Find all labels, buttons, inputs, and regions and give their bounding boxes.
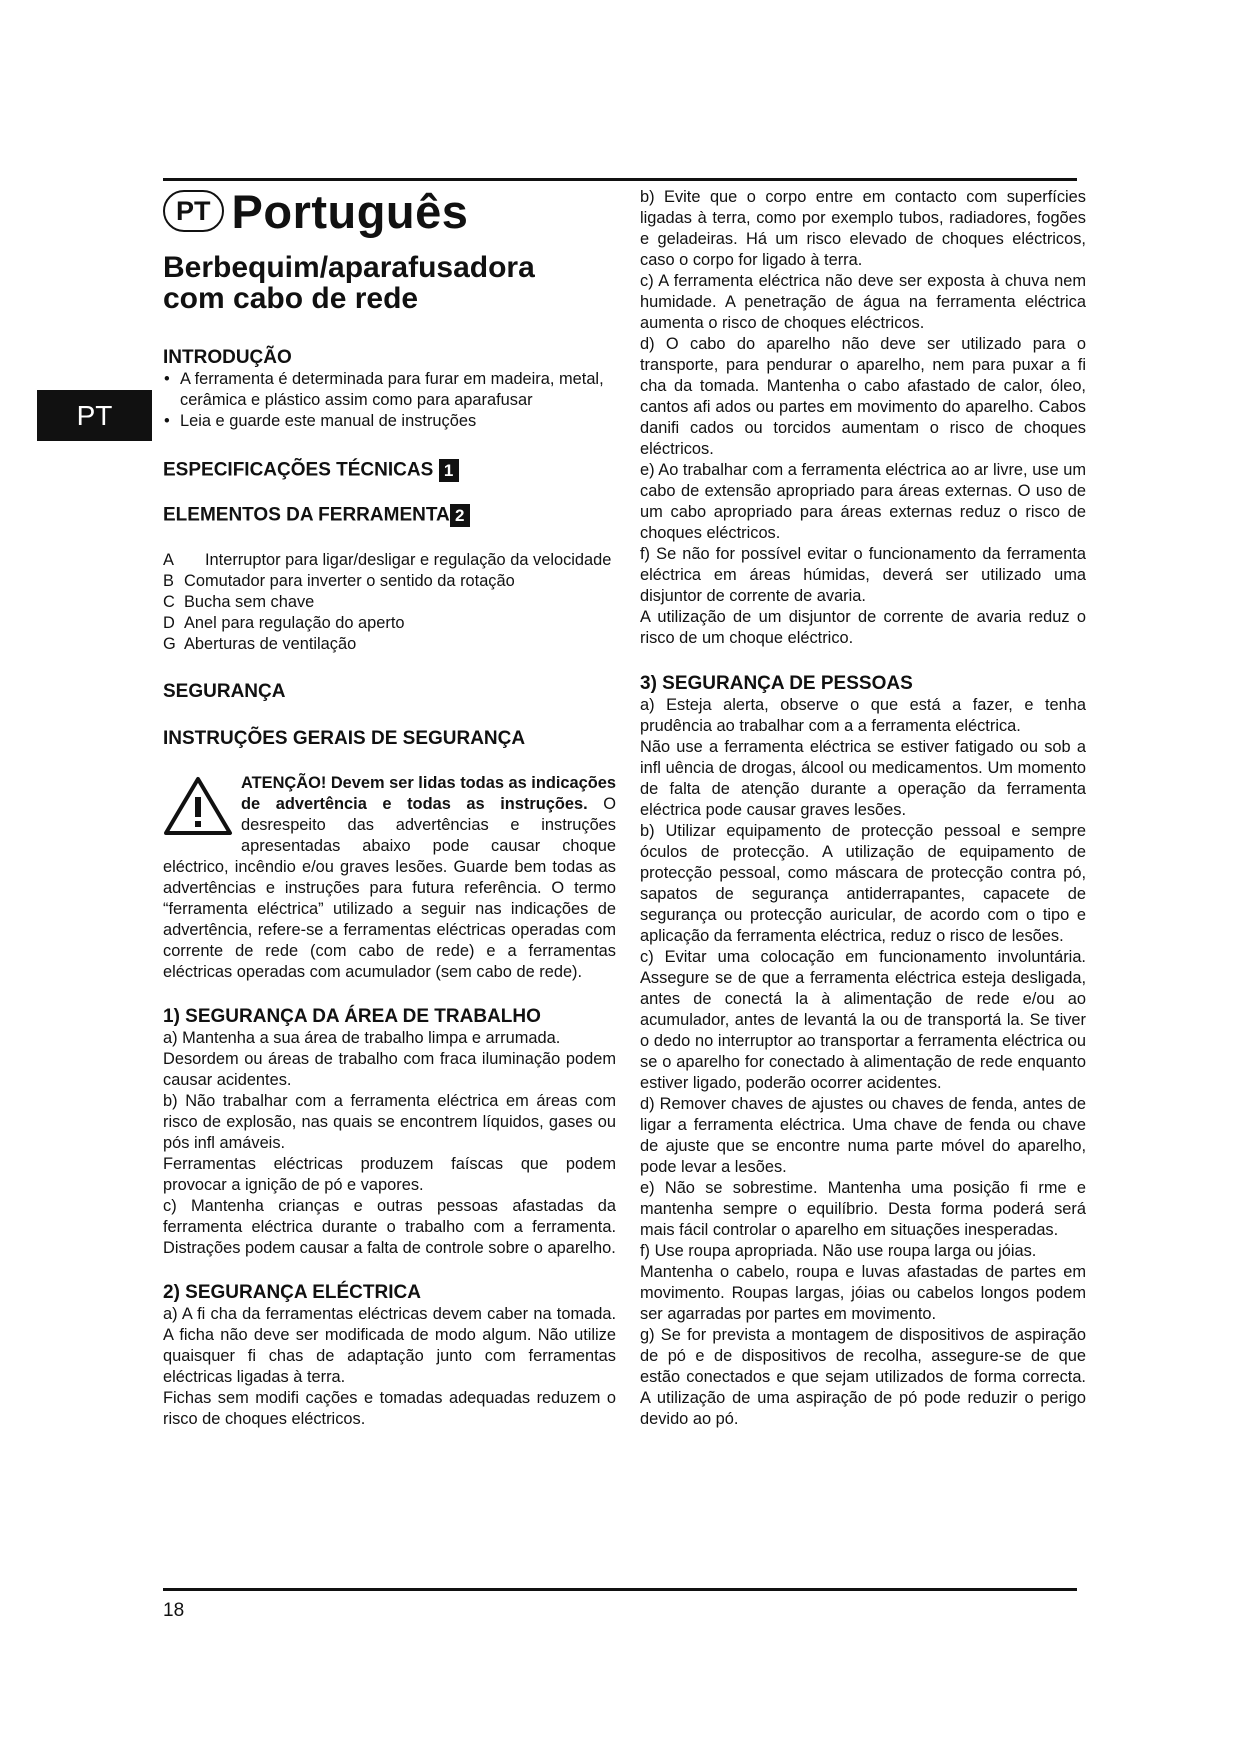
- paragraph: f) Se não for possível evitar o funcionamento da ferramenta eléctrica em áreas húmidas, deverá ser utilizado uma disjuntor de corrente de avaria.: [640, 545, 1086, 605]
- paragraph: g) Se for prevista a montagem de dispositivos de aspiração de pó e de dispositivos de recolha, assegure-se de que estão conectados e que sejam utilizados de forma correcta. A utilização de uma aspiração de pó pode reduzir o perigo devido ao pó.: [640, 1326, 1086, 1428]
- paragraph: b) Utilizar equipamento de protecção pessoal e sempre óculos de protecção. A utilização de equipamento de protecção pessoal, como máscara de protecção contra pó, sapatos de segurança antiderrapantes, capacete de segurança ou protecção auricular, de acordo com o tipo e aplicação da ferramenta eléctrica, reduz o risco de lesões.: [640, 822, 1086, 945]
- paragraph: d) O cabo do aparelho não deve ser utilizado para o transporte, para pendurar o aparelho, nem para puxar a fi cha da tomada. Mantenha o cabo afastado de calor, óleo, cantos afi ados ou partes em movimento do aparelho. Cabos danifi cados ou torcidos aumentam o risco de choques eléctricos.: [640, 335, 1086, 458]
- right-column: [640, 187, 1086, 1430]
- figure-number-badge: 1: [439, 459, 459, 482]
- language-side-tab: PT: [37, 390, 152, 441]
- safety-heading: SEGURANÇA: [163, 681, 286, 702]
- general-safety-heading: INSTRUÇÕES GERAIS DE SEGURANÇA: [163, 728, 526, 749]
- product-title-line-1: Berbequim/aparafusadora: [163, 251, 535, 284]
- section-3-body: [640, 695, 1086, 1430]
- section-2-heading: 2) SEGURANÇA ELÉCTRICA: [163, 1282, 421, 1303]
- list-item: [163, 613, 616, 634]
- item-key: C: [163, 593, 175, 611]
- paragraph: c) Mantenha crianças e outras pessoas afastadas da ferramenta eléctrica durante o trabalho com a ferramenta. Distrações podem causar a falta de controle sobre o aparelho.: [163, 1197, 616, 1257]
- figure-number-badge: 2: [450, 504, 470, 527]
- paragraph: c) A ferramenta eléctrica não deve ser exposta à chuva nem humidade. A penetração de água na ferramenta eléctrica aumenta o risco de choques eléctricos.: [640, 272, 1086, 332]
- item-key: G: [163, 635, 176, 653]
- page-number: 18: [163, 1600, 185, 1621]
- list-item: [163, 634, 616, 655]
- item-text: Anel para regulação do aperto: [184, 614, 405, 632]
- paragraph: c) Evitar uma colocação em funcionamento involuntária. Assegure se de que a ferramenta eléctrica esteja desligada, antes de conectá la à alimentação de rede e/ou ao acumulador, antes de levantá la ou de transportá la. Se tiver o dedo no interruptor ao transportar a ferramenta eléctrica ou se o aparelho for conectado à alimentação de rede enquanto estiver ligado, poderão ocorrer acidentes.: [640, 948, 1086, 1092]
- paragraph: a) Mantenha a sua área de trabalho limpa e arrumada.: [163, 1029, 561, 1047]
- elements-list: [163, 550, 616, 655]
- intro-bullet: • Leia e guarde este manual de instruções: [163, 411, 616, 432]
- specs-heading-text: ESPECIFICAÇÕES TÉCNICAS: [163, 459, 434, 481]
- item-text: Aberturas de ventilação: [184, 635, 357, 653]
- paragraph: e) Ao trabalhar com a ferramenta eléctrica ao ar livre, use um cabo de extensão apropriado para áreas externas. O uso de um cabo apropriado para áreas externas reduz o risco de choques eléctricos.: [640, 461, 1086, 542]
- paragraph: Mantenha o cabelo, roupa e luvas afastadas de partes em movimento. Roupas largas, jóias ou cabelos longos podem ser agarradas por partes em movimento.: [640, 1263, 1086, 1323]
- list-item: [163, 592, 616, 613]
- section-2-body: [163, 1304, 616, 1430]
- warning-text: O desrespeito das advertências e instruções apresentadas abaixo pode causar choque eléctrico, incêndio e/ou graves lesões. Guarde bem todas as advertências e instruções para futura referência. O termo “ferramenta eléctrica” utilizado a seguir nas indicações de advertência, refere-se a ferramentas eléctricas operadas com corrente de rede (com cabo de rede) e a ferramentas eléctricas operadas com acumulador (sem cabo de rede).: [163, 795, 616, 981]
- paragraph: Desordem ou áreas de trabalho com fraca iluminação podem causar acidentes.: [163, 1050, 616, 1089]
- paragraph: b) Evite que o corpo entre em contacto com superfícies ligadas à terra, como por exemplo tubos, radiadores, fogões e geladeiras. Há um risco elevado de choques eléctricos, caso o corpo for ligado à terra.: [640, 188, 1086, 269]
- item-key: D: [163, 614, 175, 632]
- item-key: A: [163, 551, 174, 569]
- specs-heading: [163, 459, 616, 482]
- section-1-body: [163, 1028, 616, 1259]
- intro-bullet: • A ferramenta é determinada para furar em madeira, metal, cerâmica e plástico assim como para aparafusar: [163, 369, 616, 411]
- list-item: [163, 550, 616, 571]
- item-text: Interruptor para ligar/desligar e regulação da velocidade: [205, 551, 612, 569]
- item-key: B: [163, 572, 174, 590]
- paragraph: a) Esteja alerta, observe o que está a fazer, e tenha prudência ao trabalhar com a a ferramenta eléctrica.: [640, 696, 1086, 735]
- section-1-heading: 1) SEGURANÇA DA ÁREA DE TRABALHO: [163, 1006, 541, 1027]
- paragraph: e) Não se sobrestime. Mantenha uma posição fi rme e mantenha sempre o equilíbrio. Desta forma poderá será mais fácil controlar o aparelho em situações inesperadas.: [640, 1179, 1086, 1239]
- paragraph: a) A fi cha da ferramentas eléctricas devem caber na tomada. A ficha não deve ser modificada de modo algum. Não utilize quaisquer fi chas de adaptação junto com ferramentas eléctricas ligadas à terra.: [163, 1305, 616, 1386]
- intro-bullets: [163, 369, 616, 432]
- product-title: [163, 252, 616, 314]
- item-text: Bucha sem chave: [184, 593, 315, 611]
- left-column: [163, 184, 616, 1430]
- paragraph: Ferramentas eléctricas produzem faíscas que podem provocar a ignição de pó e vapores.: [163, 1155, 616, 1194]
- list-item: [163, 571, 616, 592]
- warning-bold-text: ATENÇÃO! Devem ser lidas todas as indicações de advertência e todas as instruções.: [241, 774, 616, 813]
- paragraph: f) Use roupa apropriada. Não use roupa larga ou jóias.: [640, 1242, 1037, 1260]
- item-text: Comutador para inverter o sentido da rotação: [184, 572, 515, 590]
- language-code-badge: PT: [163, 190, 224, 232]
- paragraph: Fichas sem modifi cações e tomadas adequadas reduzem o risco de choques eléctricos.: [163, 1389, 616, 1428]
- elements-heading: [163, 504, 616, 527]
- product-title-line-2: com cabo de rede: [163, 282, 419, 315]
- paragraph: d) Remover chaves de ajustes ou chaves de fenda, antes de ligar a ferramenta eléctrica. Uma chave de fenda ou chave de ajuste que se encontre numa parte móvel do aparelho, pode levar a lesões.: [640, 1095, 1086, 1176]
- section-3-heading: 3) SEGURANÇA DE PESSOAS: [640, 673, 913, 694]
- elements-heading-text: ELEMENTOS DA FERRAMENTA: [163, 504, 450, 526]
- warning-triangle-icon: [163, 775, 233, 837]
- bottom-rule: [163, 1588, 1077, 1591]
- paragraph: A utilização de um disjuntor de corrente de avaria reduz o risco de um choque eléctrico.: [640, 608, 1086, 647]
- section-2-continued: [640, 187, 1086, 649]
- language-title: Português: [231, 184, 469, 238]
- paragraph: b) Não trabalhar com a ferramenta eléctrica em áreas com risco de explosão, nas quais se encontrem líquidos, gases ou pós infl amáveis.: [163, 1092, 616, 1152]
- warning-block: [163, 773, 616, 983]
- intro-heading: INTRODUÇÃO: [163, 347, 292, 368]
- top-rule: [163, 178, 1077, 181]
- paragraph: Não use a ferramenta eléctrica se estiver fatigado ou sob a infl uência de drogas, álcool ou medicamentos. Um momento de falta de atenção durante a operação da ferramenta eléctrica pode causar graves lesões.: [640, 738, 1086, 819]
- language-header: [163, 184, 616, 238]
